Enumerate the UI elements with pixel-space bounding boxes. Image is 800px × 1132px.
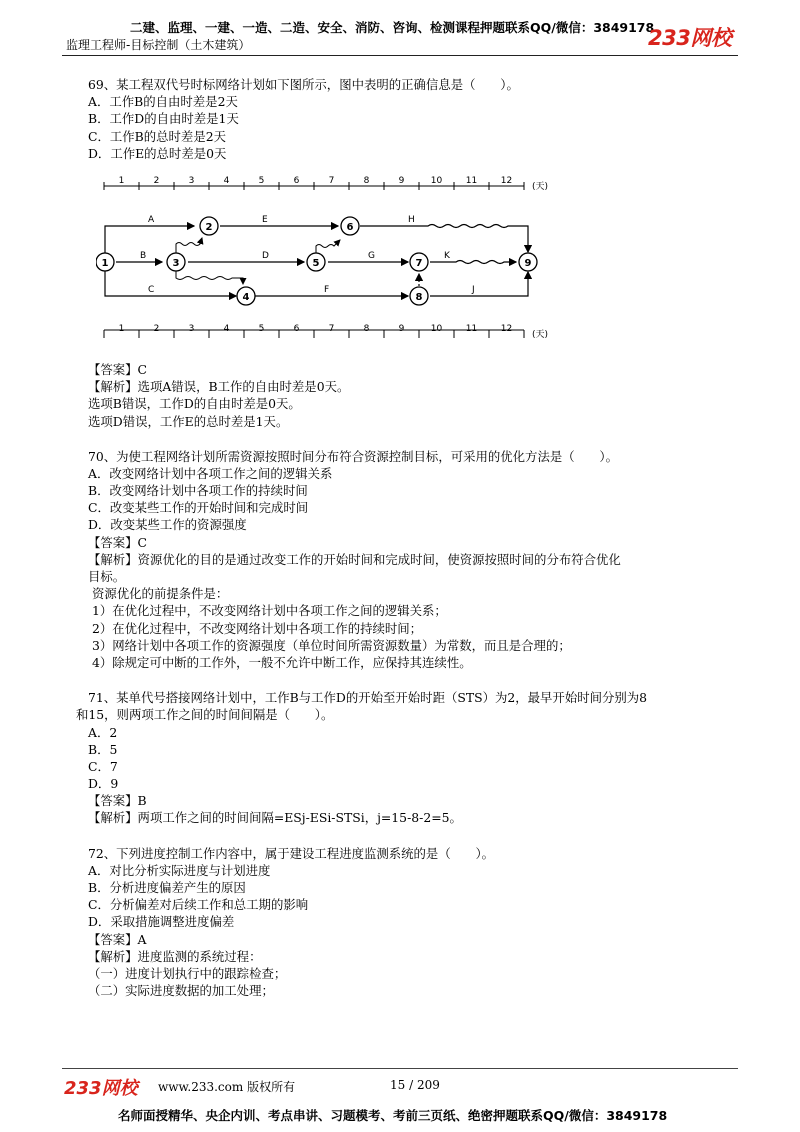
top-scale-ticks	[104, 176, 524, 190]
q69-option-d: D．工作E的总时差是0天	[88, 145, 227, 161]
q71-stem-2: 和15，则两项工作之间的时间间隔是（ ）。	[76, 707, 334, 723]
q71-stem-1: 71、某单代号搭接网络计划中，工作B与工作D的开始至开始时距（STS）为2，最早开始时间分别为8	[88, 690, 648, 706]
q70-analysis-6: 3）网络计划中各项工作的资源强度（单位时间所需资源数量）为常数，而且是合理的；	[92, 637, 571, 653]
node-2	[200, 217, 218, 235]
q69-analysis-2: 选项B错误，工作D的自由时差是0天。	[88, 396, 301, 412]
q70-option-d: D．改变某些工作的资源强度	[88, 517, 247, 533]
scale-label: 9	[398, 176, 405, 186]
q72-option-d: D．采取措施调整进度偏差	[88, 914, 235, 930]
scale-label: 4	[223, 324, 230, 334]
q70-option-a: A．改变网络计划中各项工作之间的逻辑关系	[88, 465, 333, 481]
header-logo: 233网校	[648, 26, 732, 50]
scale-label: 5	[258, 176, 265, 186]
q70-analysis-1: 【解析】资源优化的目的是通过改变工作的开始时间和完成时间，使资源按照时间的分布符合优化	[88, 551, 621, 567]
activity-a-arrow	[105, 226, 194, 254]
scale-label: 4	[223, 176, 230, 186]
scale-label: 12	[500, 176, 513, 186]
node-6	[341, 217, 359, 235]
activity-h-label: H	[408, 215, 415, 225]
q71-answer: 【答案】B	[88, 793, 147, 809]
scale-label: 7	[328, 176, 335, 186]
activity-b-label: B	[140, 251, 147, 261]
q69-analysis-3: 选项D错误，工作E的总时差是1天。	[88, 413, 289, 429]
q70-stem: 70、为使工程网络计划所需资源按照时间分布符合资源控制目标，可采用的优化方法是（ ）。	[88, 448, 618, 464]
scale-label: 8	[363, 324, 370, 334]
spacer	[88, 827, 748, 845]
scale-label: 12	[500, 324, 513, 334]
top-scale-unit: (天)	[532, 182, 549, 192]
node-4	[237, 287, 255, 305]
q71-option-c: C．7	[88, 758, 118, 774]
node-5	[307, 253, 325, 271]
q69-answer: 【答案】C	[88, 361, 148, 377]
q69-option-c: C．工作B的总时差是2天	[88, 128, 226, 144]
q70-analysis-5: 2）在优化过程中，不改变网络计划中各项工作的持续时间；	[92, 620, 423, 636]
activity-c-arrow	[105, 270, 236, 296]
q72-answer: 【答案】A	[88, 931, 147, 947]
svg-text:5: 5	[312, 258, 320, 269]
q69-option-a: A．工作B的自由时差是2天	[88, 94, 238, 110]
bottom-scale-ticks	[104, 324, 524, 338]
q70-analysis-4: 1）在优化过程中，不改变网络计划中各项工作之间的逻辑关系；	[92, 603, 447, 619]
q69-option-b: B．工作D的自由时差是1天	[88, 111, 239, 127]
scale-label: 6	[293, 176, 300, 186]
svg-text:3: 3	[172, 258, 180, 269]
svg-text:6: 6	[346, 222, 354, 233]
scale-label: 1	[118, 176, 125, 186]
svg-text:8: 8	[415, 292, 423, 303]
svg-text:4: 4	[242, 292, 250, 303]
q71-option-b: B．5	[88, 741, 118, 757]
q70-analysis-7: 4）除规定可中断的工作外，一般不允许中断工作，应保持其连续性。	[92, 654, 472, 670]
spacer	[88, 430, 748, 448]
q72-analysis-1: 【解析】进度监测的系统过程：	[88, 948, 262, 964]
scale-label: 2	[153, 176, 160, 186]
free-float-wave	[316, 240, 340, 254]
scale-label: 5	[258, 324, 265, 334]
scale-label: 1	[118, 324, 125, 334]
node-3	[167, 253, 185, 271]
q72-option-a: A．对比分析实际进度与计划进度	[88, 862, 271, 878]
scale-label: 11	[465, 176, 478, 186]
activity-f-label: F	[324, 285, 330, 295]
svg-text:7: 7	[415, 258, 423, 269]
activity-d-label: D	[262, 251, 269, 261]
scale-label: 6	[293, 324, 300, 334]
activity-g-label: G	[368, 251, 375, 261]
scale-label: 3	[188, 176, 195, 186]
scale-label: 2	[153, 324, 160, 334]
spacer	[88, 671, 748, 689]
scale-label: 7	[328, 324, 335, 334]
q72-analysis-2: （一）进度计划执行中的跟踪检查；	[88, 965, 287, 981]
q70-option-c: C．改变某些工作的开始时间和完成时间	[88, 500, 309, 516]
bottom-scale-unit: (天)	[532, 330, 549, 340]
svg-text:1: 1	[101, 258, 109, 269]
free-float-wave	[176, 238, 202, 254]
scale-label: 8	[363, 176, 370, 186]
activity-j-label: J	[472, 285, 475, 295]
q69-analysis-1: 【解析】选项A错误，B工作的自由时差是0天。	[88, 379, 350, 395]
q70-option-b: B．改变网络计划中各项工作的持续时间	[88, 483, 308, 499]
footer-divider	[62, 1068, 738, 1069]
footer-site[interactable]: www.233.com 版权所有	[158, 1080, 296, 1094]
q71-option-a: A．2	[88, 724, 118, 740]
q71-option-d: D．9	[88, 776, 119, 792]
q72-stem: 72、下列进度控制工作内容中，属于建设工程进度监测系统的是（ ）。	[88, 845, 495, 861]
page-number: 15 / 209	[390, 1078, 440, 1092]
q70-analysis-3: 资源优化的前提条件是：	[92, 586, 229, 602]
scale-label: 11	[465, 324, 478, 334]
scale-label: 10	[430, 324, 443, 334]
activity-j-arrow	[430, 272, 528, 296]
node-1	[96, 253, 114, 271]
q72-option-c: C．分析偏差对后续工作和总工期的影响	[88, 897, 309, 913]
activity-c-label: C	[148, 285, 155, 295]
timescale-network-diagram	[96, 174, 576, 346]
activity-h-arrow	[360, 225, 528, 253]
q72-analysis-3: （二）实际进度数据的加工处理；	[88, 983, 274, 999]
scale-label: 10	[430, 176, 443, 186]
activity-k-arrow	[430, 261, 516, 264]
q72-option-b: B．分析进度偏差产生的原因	[88, 880, 246, 895]
free-float-wave	[176, 270, 243, 284]
header-contact-line: 二建、监理、一建、一造、二造、安全、消防、咨询、检测课程押题联系QQ/微信：3849178	[130, 20, 655, 35]
activity-a-label: A	[148, 215, 155, 225]
footer-contact-line: 名师面授精华、央企内训、考点串讲、习题模考、考前三页纸、绝密押题联系QQ/微信：3849178	[118, 1108, 668, 1123]
q70-analysis-2: 目标。	[88, 569, 126, 584]
activity-e-label: E	[262, 215, 268, 225]
node-9	[519, 253, 537, 271]
q71-analysis: 【解析】两项工作之间的时间间隔=ESj-ESi-STSi，j=15-8-2=5。	[88, 810, 462, 826]
svg-text:9: 9	[524, 258, 532, 269]
node-8	[410, 287, 428, 305]
footer-logo: 233网校	[64, 1078, 138, 1099]
q69-stem: 69、某工程双代号时标网络计划如下图所示，图中表明的正确信息是（ ）。	[88, 77, 519, 92]
q70-answer: 【答案】C	[88, 534, 148, 550]
scale-label: 3	[188, 324, 195, 334]
svg-text:2: 2	[205, 222, 213, 233]
node-7	[410, 253, 428, 271]
activity-k-label: K	[444, 251, 450, 261]
header-subtitle: 监理工程师-目标控制（土木建筑）	[66, 38, 251, 52]
header-divider	[62, 55, 738, 56]
scale-label: 9	[398, 324, 405, 334]
